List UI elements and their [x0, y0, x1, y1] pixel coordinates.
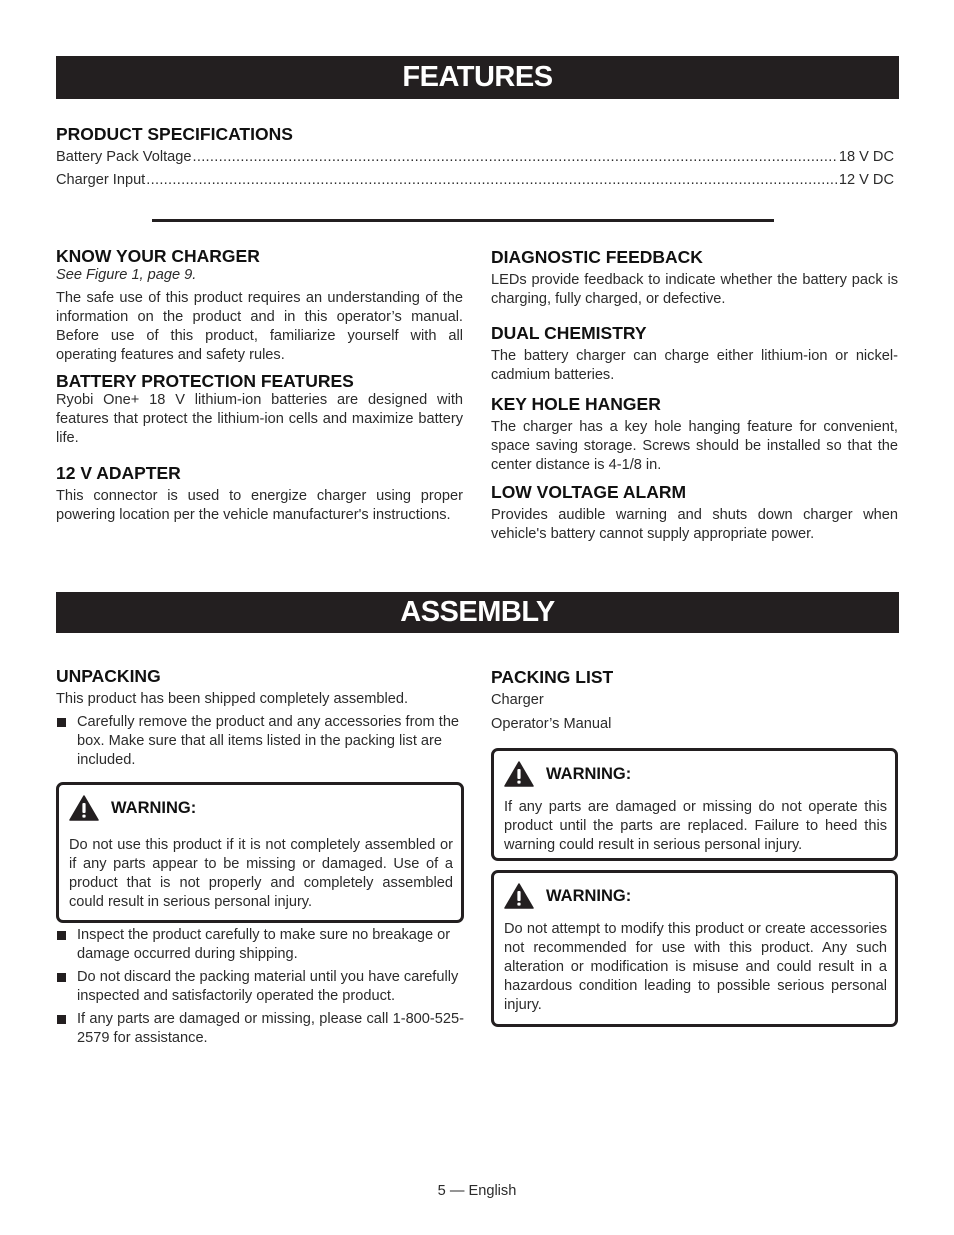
spec-value: 18 V DC [838, 149, 894, 165]
figure-reference: See Figure 1, page 9. [56, 267, 197, 283]
unpacking-bullet-packing-material [56, 968, 464, 1006]
product-specifications-heading: PRODUCT SPECIFICATIONS [56, 124, 293, 144]
features-banner: FEATURES [56, 56, 899, 99]
packing-list-item: Charger [491, 692, 544, 708]
warning-label: WARNING: [546, 764, 632, 783]
packing-list-item: Operator’s Manual [491, 716, 612, 732]
warning-header [504, 761, 631, 787]
diagnostic-feedback-heading: DIAGNOSTIC FEEDBACK [491, 247, 703, 267]
warning-header [504, 883, 631, 909]
unpacking-intro: This product has been shipped completely assembled. [56, 691, 409, 707]
dual-chemistry-heading: DUAL CHEMISTRY [491, 323, 647, 343]
warning-header [69, 795, 196, 821]
warning-text: Do not attempt to modify this product or create accessories not recommended for use with this product. Any such alteration or modification is misuse and could result in a hazardous condition leading to possible serious personal injury. [504, 921, 887, 1013]
warning-triangle-icon [69, 795, 99, 821]
page-footer: 5 — English [437, 1183, 517, 1199]
square-bullet-icon [57, 1015, 66, 1024]
know-your-charger-heading: KNOW YOUR CHARGER [56, 246, 260, 266]
spec-row-battery-pack-voltage [56, 149, 894, 169]
diagnostic-feedback-text: LEDs provide feedback to indicate whether the battery pack is charging, fully charged, or defective. [491, 272, 898, 307]
unpacking-bullet-inspect [56, 926, 464, 964]
leader-dots [146, 172, 838, 188]
bullet-text: Carefully remove the product and any accessories from the box. Make sure that all items listed in the packing list are included. [77, 714, 460, 768]
section-divider [152, 219, 774, 222]
warning-triangle-icon [504, 883, 534, 909]
warning-text: If any parts are damaged or missing do not operate this product until the parts are replaced. Failure to heed this warning could result in serious personal injury. [504, 799, 887, 853]
warning-label: WARNING: [546, 886, 632, 905]
key-hole-hanger-heading: KEY HOLE HANGER [491, 394, 661, 414]
know-your-charger-text: The safe use of this product requires an understanding of the information on the product and in this operator’s manual. Before use of this product, familiarize yourself with all operating features and safety rules. [56, 290, 463, 363]
dual-chemistry-text: The battery charger can charge either lithium-ion or nickel-cadmium batteries. [491, 348, 898, 383]
low-voltage-alarm-text: Provides audible warning and shuts down charger when vehicle's battery cannot supply appropriate power. [491, 507, 898, 542]
square-bullet-icon [57, 931, 66, 940]
spec-row-charger-input [56, 172, 894, 192]
low-voltage-alarm-heading: LOW VOLTAGE ALARM [491, 482, 687, 502]
square-bullet-icon [57, 718, 66, 727]
warning-triangle-icon [504, 761, 534, 787]
warning-label: WARNING: [111, 798, 197, 817]
unpacking-heading: UNPACKING [56, 666, 161, 686]
unpacking-bullet-call [56, 1010, 464, 1048]
warning-box-incomplete-assembly [56, 782, 464, 923]
adapter-text: This connector is used to energize charger using proper powering location per the vehicle manufacturer's instructions. [56, 488, 463, 523]
key-hole-hanger-text: The charger has a key hole hanging feature for convenient, space saving storage. Screws should be installed so that the center distance is 4-1/8 in. [491, 419, 898, 473]
adapter-heading: 12 V ADAPTER [56, 463, 181, 483]
assembly-banner: ASSEMBLY [56, 592, 899, 633]
warning-box-damaged-parts [491, 748, 898, 861]
bullet-text: If any parts are damaged or missing, please call 1-800-525-2579 for assistance. [77, 1011, 464, 1046]
spec-label: Charger Input [56, 172, 146, 188]
warning-box-modification [491, 870, 898, 1027]
bullet-text: Do not discard the packing material until you have carefully inspected and satisfactorily operated the product. [77, 969, 459, 1004]
spec-value: 12 V DC [838, 172, 894, 188]
warning-text: Do not use this product if it is not completely assembled or if any parts appear to be missing or damaged. Use of a product that is not properly and completely assembled could result in serious personal injury. [69, 837, 453, 910]
battery-protection-text: Ryobi One+ 18 V lithium-ion batteries are designed with features that protect the lithium-ion cells and maximize battery life. [56, 392, 463, 446]
leader-dots [192, 149, 837, 165]
battery-protection-heading: BATTERY PROTECTION FEATURES [56, 371, 354, 391]
spec-label: Battery Pack Voltage [56, 149, 192, 165]
packing-list-heading: PACKING LIST [491, 667, 614, 687]
bullet-text: Inspect the product carefully to make sure no breakage or damage occurred during shipping. [77, 927, 451, 962]
square-bullet-icon [57, 973, 66, 982]
unpacking-bullet-remove [56, 713, 464, 770]
